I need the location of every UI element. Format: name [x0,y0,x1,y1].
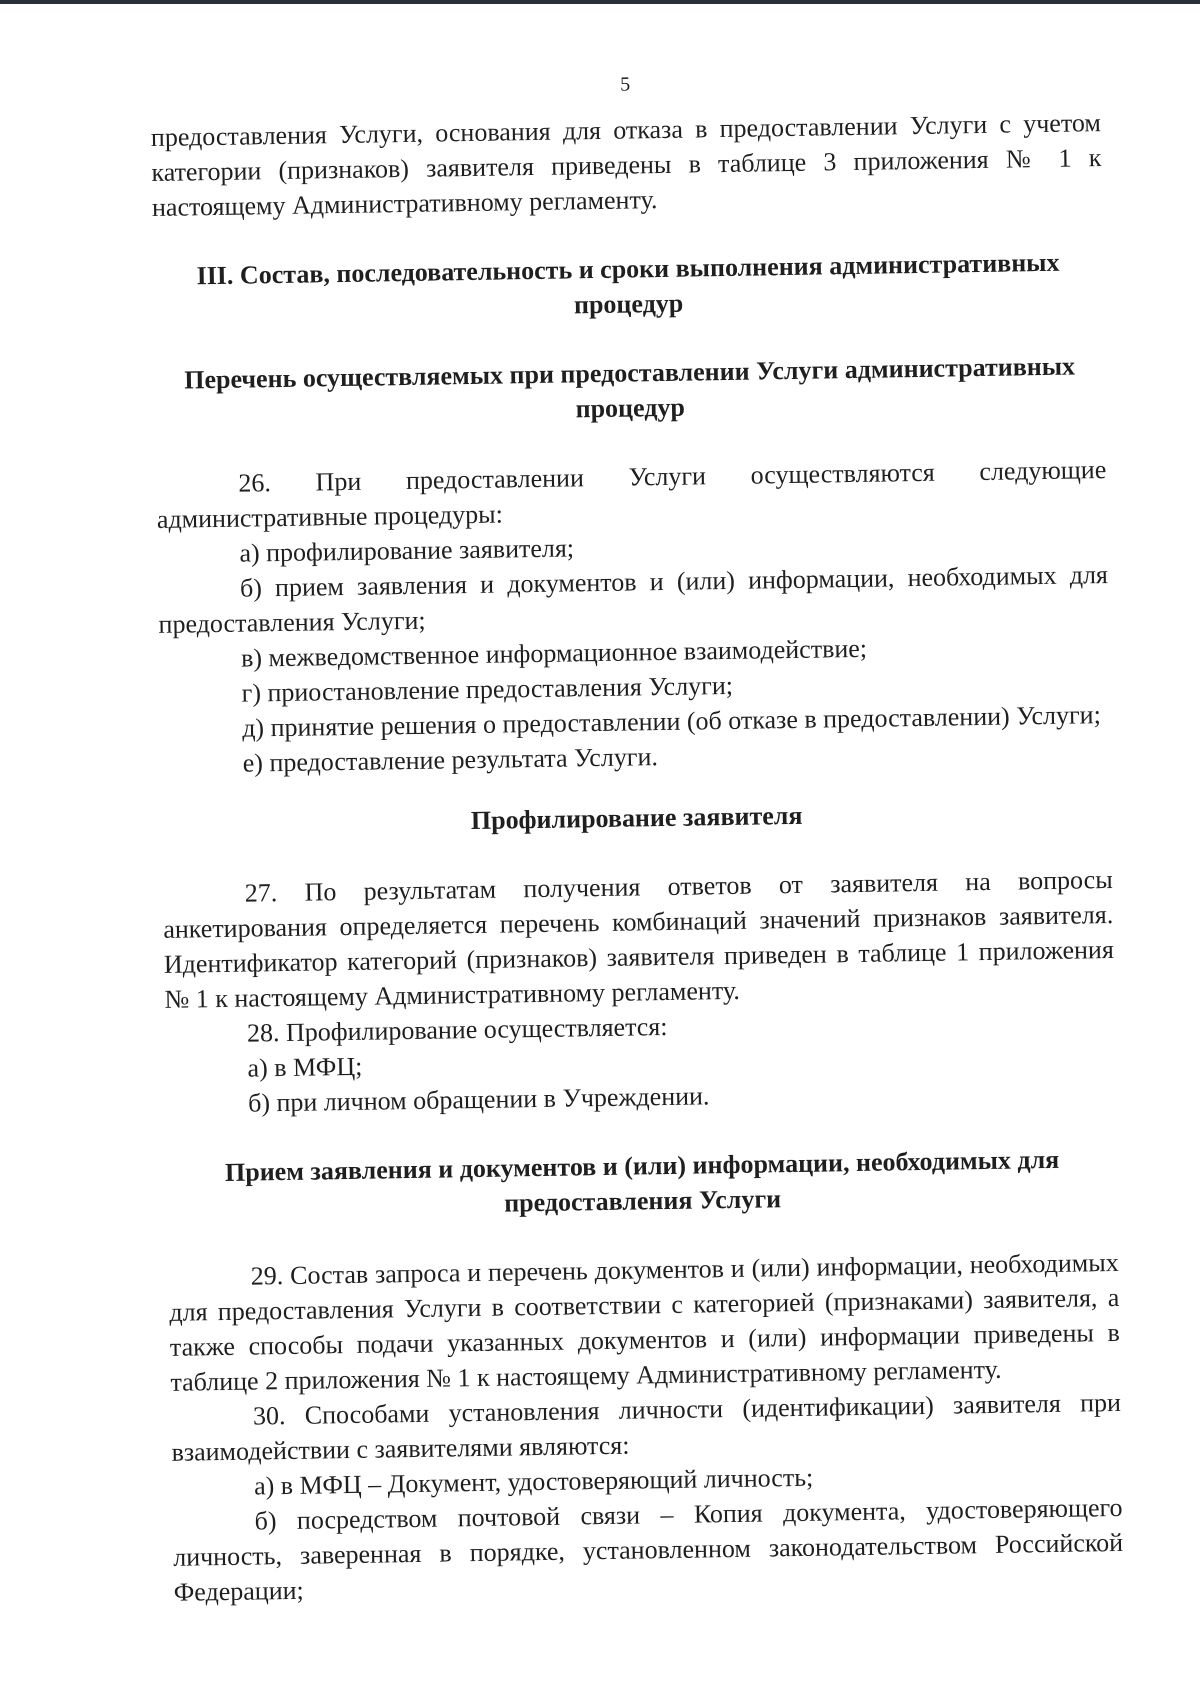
subsection-heading-procedures: Перечень осуществляемых при предоставлении Услуги административных процедур [184,351,1076,424]
list-item-v: в) межведомственное информационное взаимодействие; [240,633,868,673]
list-item-d: д) принятие решения о предоставлении (об отказе в предоставлении) Услуги; [241,700,1102,743]
paragraph-27: 27. По результатам получения ответов от заявителя на вопросы анкетирования определяется перечень комбинаций значений признаков заявителя. Идентификатор категорий (признаков) заявителя приведен в таблице 1 приложения № 1 к настоящему Административному регламенту. [163,864,1115,1014]
list-item-a: а) в МФЦ – Документ, удостоверяющий личность; [253,1462,814,1501]
paragraph-26: 26. При предоставлении Услуги осуществляются следующие административные процедуры: [156,455,1107,534]
subsection-heading-application: Прием заявления и документов и (или) информации, необходимых для предоставления Услуги [224,1144,1060,1218]
list-item-b: б) при личном обращении в Учреждении. [247,1081,710,1118]
paragraph-30: 30. Способами установления личности (идентификации) заявителя при взаимодействии с заявителями являются: [171,1387,1122,1467]
document-page [150,65,1124,1610]
list-item-a: а) в МФЦ; [247,1051,363,1083]
paragraph-29: 29. Состав запроса и перечень документов и (или) информации, необходимых для предоставления Услуги в соответствии с категорией (признаками) заявителя, а также способы подачи указанных документов и (или) информации приведены в таблице 2 приложения № 1 к настоящему Административному регламенту. [169,1247,1121,1397]
section-heading: III. Состав, последовательность и сроки выполнения административных процедур [196,247,1060,320]
list-item-b: б) прием заявления и документов и (или) информации, необходимых для предоставления Услуги; [158,560,1109,639]
subsection-heading-profiling: Профилирование заявителя [470,800,803,836]
list-item-a: а) профилирование заявителя; [239,533,575,568]
list-item-b: б) посредством почтовой связи – Копия документа, удостоверяющего личность, заверенная в порядке, установленном законодательством Российской Федерации; [172,1492,1124,1607]
intro-paragraph: предоставления Услуги, основания для отказа в предоставлении Услуги с учетом категории (признаков) заявителя приведены в таблице 3 приложения № 1 к настоящему Административному регламенту. [150,108,1102,222]
list-item-g: г) приостановление предоставления Услуги; [241,670,734,708]
paragraph-28: 28. Профилирование осуществляется: [246,1011,668,1048]
page-number: 5 [619,73,631,96]
scan-top-edge [0,0,1200,4]
list-item-e: е) предоставление результата Услуги. [242,742,659,778]
